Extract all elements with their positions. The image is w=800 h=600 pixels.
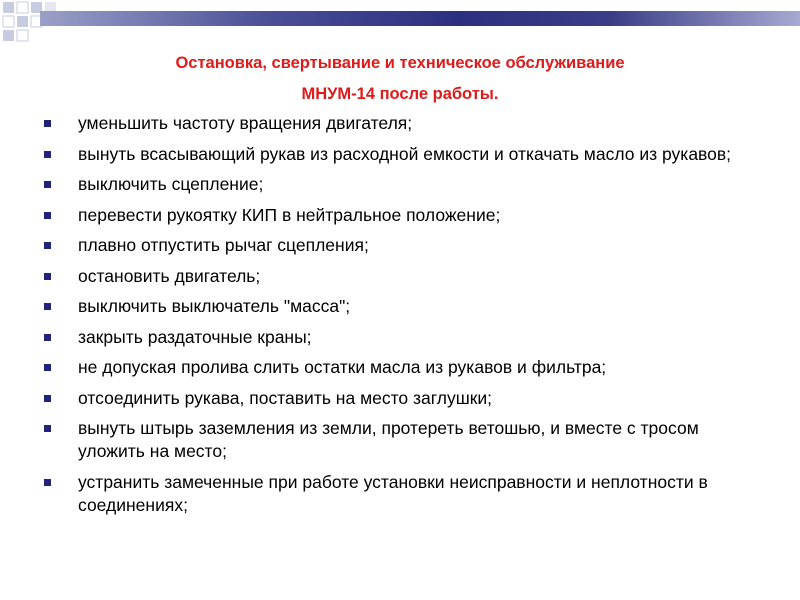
list-item bbox=[44, 356, 764, 379]
square-bullet-icon bbox=[44, 120, 51, 127]
slide-title-line-1: Остановка, свертывание и техническое обслуживание bbox=[175, 54, 625, 72]
list-item-text: вынуть штырь заземления из земли, протереть ветошью, и вместе с тросом уложить на место; bbox=[78, 418, 699, 461]
square-bullet-icon bbox=[44, 395, 51, 402]
square-bullet-icon bbox=[44, 425, 51, 432]
square-bullet-icon bbox=[44, 273, 51, 280]
list-item-text: не допуская пролива слить остатки масла из рукавов и фильтра; bbox=[78, 357, 607, 377]
slide-title-line-2: МНУМ-14 после работы. bbox=[301, 85, 499, 103]
list-item bbox=[44, 471, 764, 517]
square-bullet-icon bbox=[44, 364, 51, 371]
list-item-text: закрыть раздаточные краны; bbox=[78, 326, 312, 347]
list-item bbox=[44, 387, 764, 410]
header-bar bbox=[40, 11, 800, 26]
list-item-text: плавно отпустить рычаг сцепления; bbox=[78, 235, 369, 255]
list-item bbox=[44, 234, 764, 257]
list-item bbox=[44, 112, 764, 135]
list-item bbox=[44, 265, 764, 288]
list-item-text: перевести рукоятку КИП в нейтральное положение; bbox=[78, 204, 501, 225]
list-item-text: выключить сцепление; bbox=[78, 174, 264, 194]
list-item-text: уменьшить частоту вращения двигателя; bbox=[78, 113, 413, 133]
procedure-list bbox=[44, 112, 764, 524]
square-bullet-icon bbox=[44, 181, 51, 188]
list-item bbox=[44, 204, 764, 227]
square-bullet-icon bbox=[44, 212, 51, 219]
list-item-text: вынуть всасывающий рукав из расходной емкости и откачать масло из рукавов; bbox=[78, 143, 732, 164]
list-item-text: отсоединить рукава, поставить на место заглушки; bbox=[78, 387, 493, 408]
list-item bbox=[44, 143, 764, 166]
list-item bbox=[44, 417, 764, 463]
list-item-text: выключить выключатель "масса"; bbox=[78, 296, 351, 316]
square-bullet-icon bbox=[44, 479, 51, 486]
square-bullet-icon bbox=[44, 303, 51, 310]
square-bullet-icon bbox=[44, 151, 51, 158]
list-item bbox=[44, 173, 764, 196]
list-item-text: остановить двигатель; bbox=[78, 265, 261, 286]
square-bullet-icon bbox=[44, 242, 51, 249]
square-bullet-icon bbox=[44, 334, 51, 341]
list-item-text: устранить замеченные при работе установки неисправности и неплотности в соединениях; bbox=[78, 471, 708, 515]
list-item bbox=[44, 326, 764, 349]
list-item bbox=[44, 295, 764, 318]
